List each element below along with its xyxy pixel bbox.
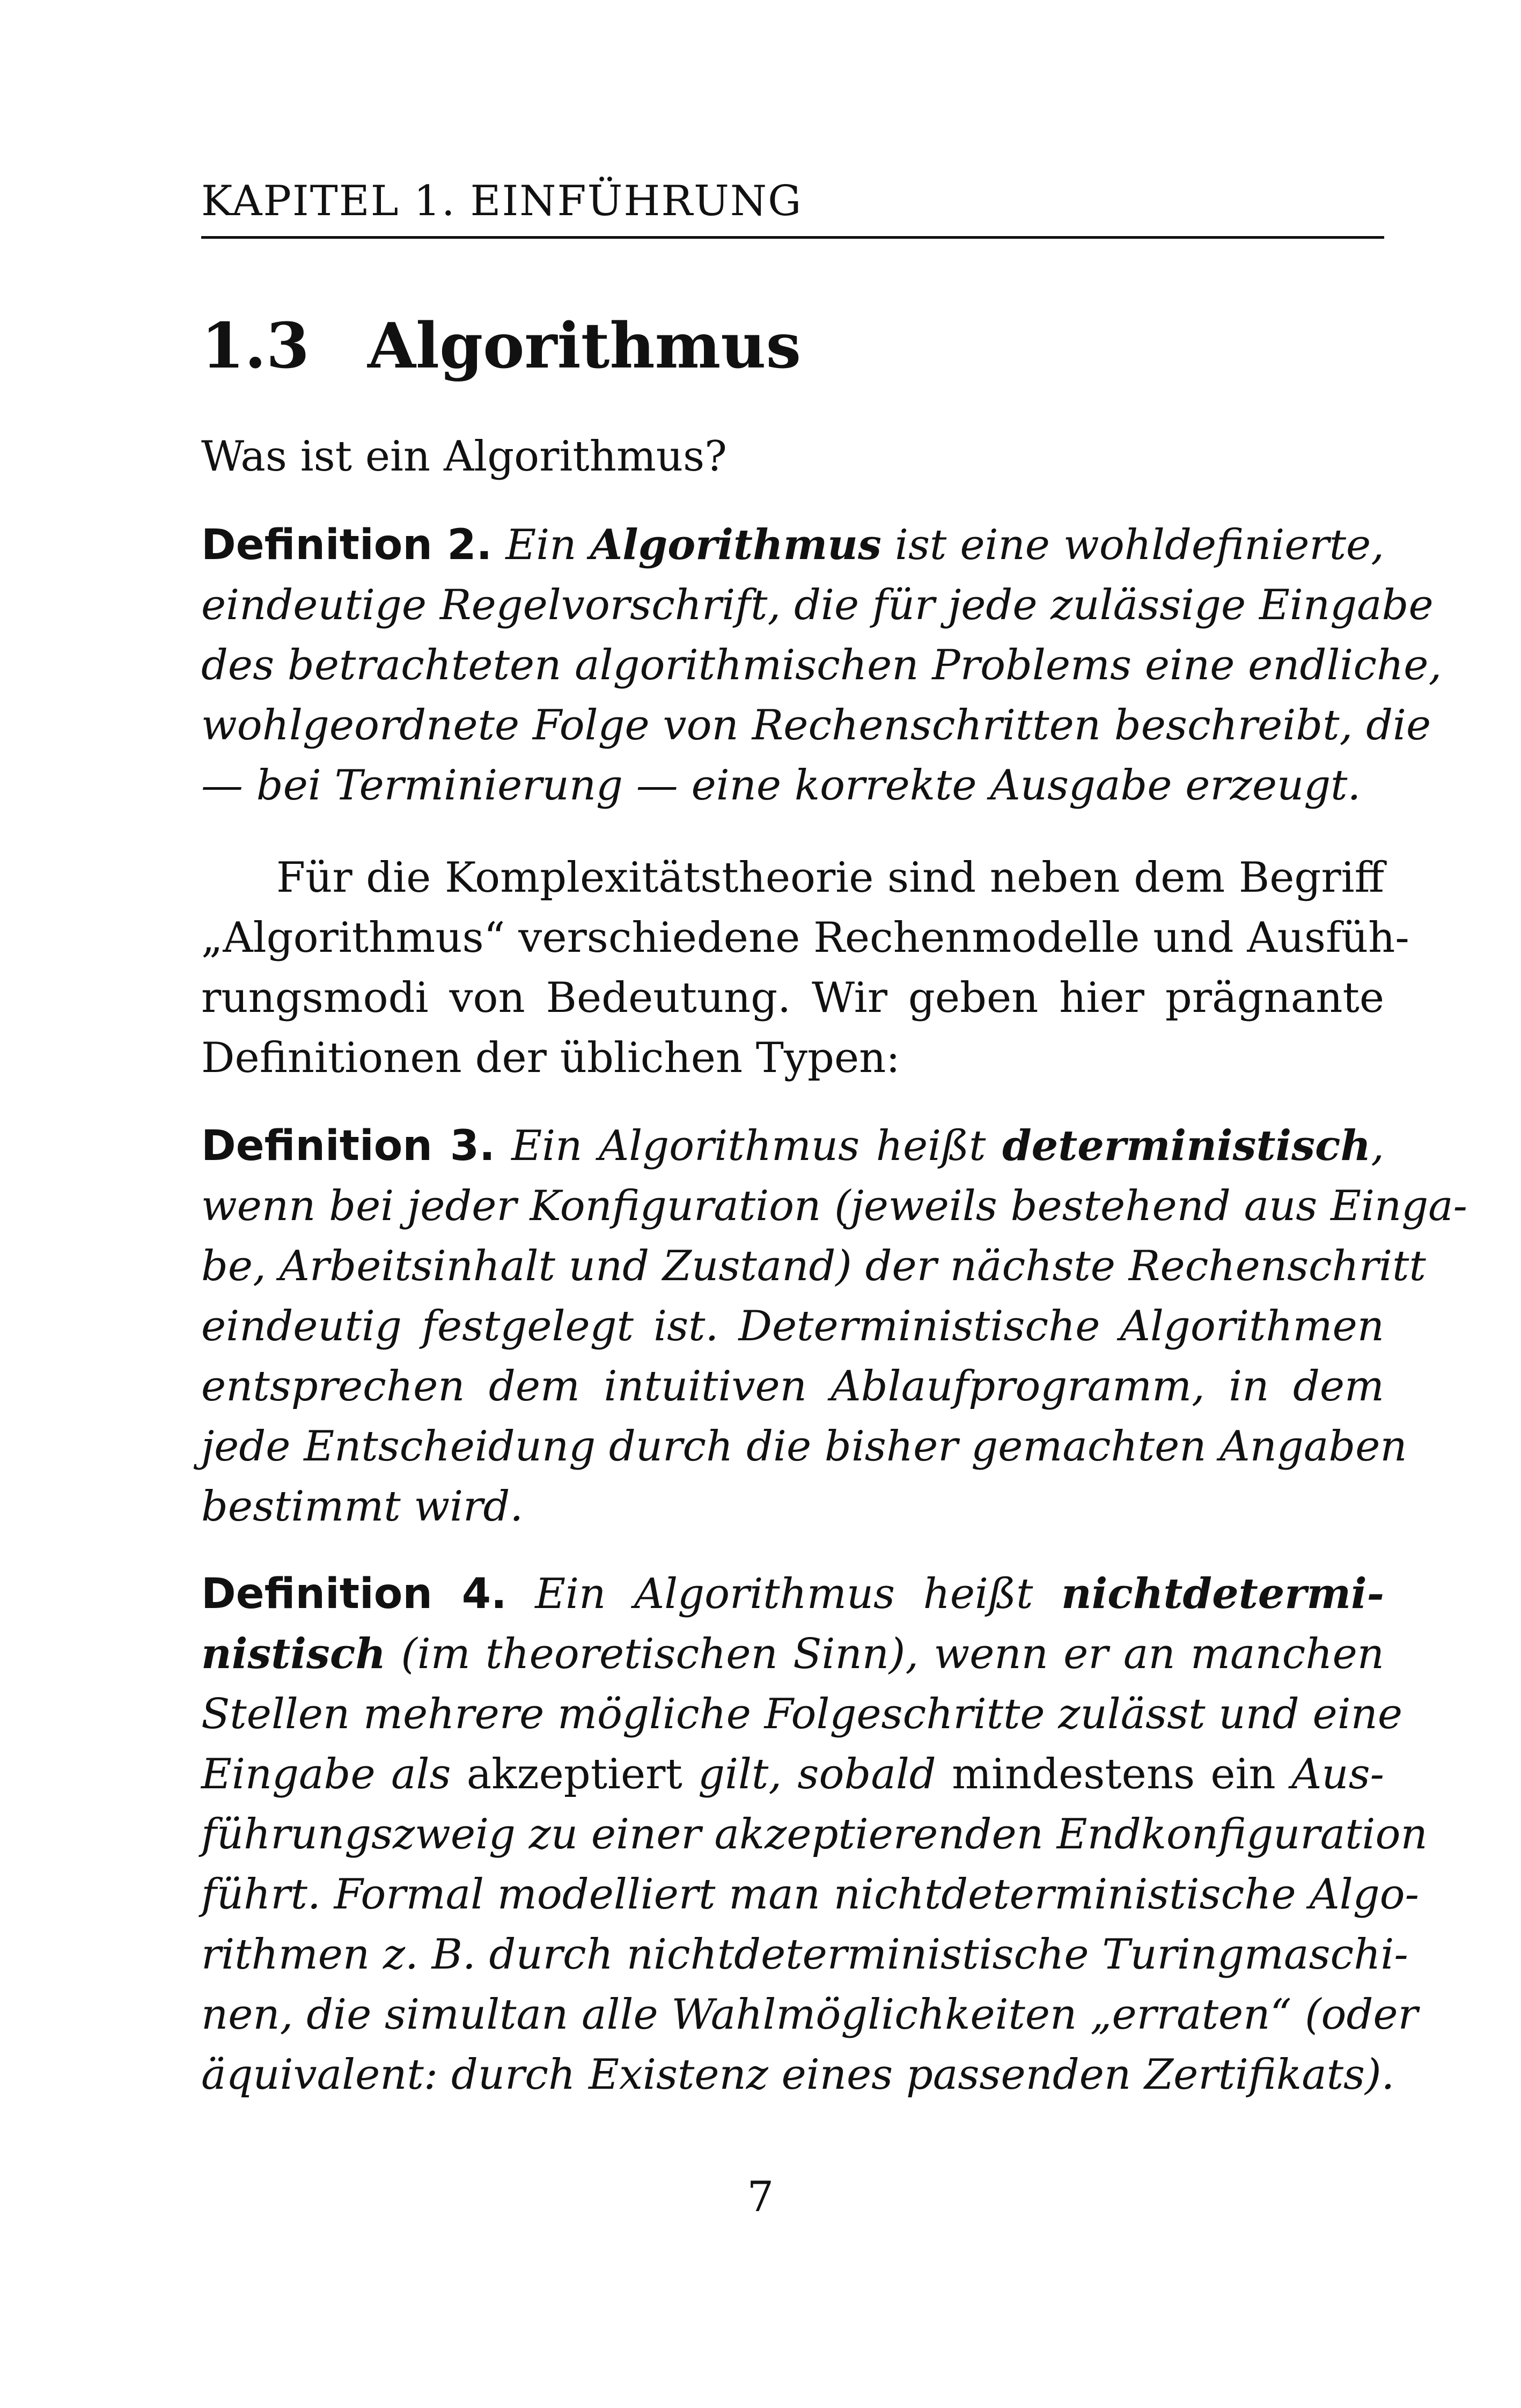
def2-line-2: eindeutige Regelvorschrift, die für jede zulässige Eingabe [201, 581, 1434, 629]
def3-term: deterministisch [1002, 1121, 1371, 1170]
para-line-2: „Algorithmus“ verschiedene Rechenmodelle und Ausfüh- [201, 914, 1409, 962]
def2-label: Definition 2. [201, 521, 493, 569]
intro-paragraph [201, 427, 1384, 487]
section-title: Algorithmus [368, 310, 802, 383]
def4-line-3: Stellen mehrere mögliche Folgeschritte zulässt und eine [201, 1690, 1403, 1738]
def3-line-3: be, Arbeitsinhalt und Zustand) der nächste Rechenschritt [201, 1242, 1426, 1290]
def3-line-1: Definition 3. Ein Algorithmus heißt deterministisch, [201, 1121, 1385, 1170]
para-line-4: Definitionen der üblichen Typen: [201, 1034, 900, 1082]
def2-line-4: wohlgeordnete Folge von Rechenschritten beschreibt, die [201, 701, 1431, 750]
def4-line-4: Eingabe als akzeptiert gilt, sobald mindestens ein Aus- [201, 1750, 1385, 1798]
para-line-3: rungsmodi von Bedeutung. Wir geben hier prägnante [201, 974, 1384, 1022]
running-head-text: KAPITEL 1. EINFÜHRUNG [201, 177, 803, 225]
def4-term: nichtdetermi- [1061, 1569, 1384, 1618]
running-head [201, 174, 1384, 239]
definition-2 [201, 515, 1442, 816]
section-number: 1.3 [201, 310, 310, 383]
definition-4 [201, 1564, 1428, 2105]
def3-line-6: jede Entscheidung durch die bisher gemachten Angaben [201, 1422, 1407, 1471]
body-paragraph [201, 848, 1409, 1088]
def3-line-5: entsprechen dem intuitiven Ablaufprogramm, in dem [201, 1362, 1384, 1411]
page-number: 7 [747, 2173, 774, 2221]
def4-line-2: nistisch (im theoretischen Sinn), wenn er an manchen [201, 1629, 1384, 1678]
def2-line-5: — bei Terminierung — eine korrekte Ausgabe erzeugt. [201, 761, 1361, 810]
def4-line-5: führungszweig zu einer akzeptierenden Endkonfiguration [201, 1810, 1428, 1859]
def2-line-3: des betrachteten algorithmischen Problems eine endliche, [201, 641, 1442, 689]
intro-question: Was ist ein Algorithmus? [201, 432, 727, 481]
definition-3 [201, 1116, 1468, 1537]
section-heading [201, 309, 801, 384]
def4-line-9: äquivalent: durch Existenz eines passenden Zertifikats). [201, 2051, 1395, 2099]
def4-label: Definition 4. [201, 1570, 507, 1618]
def4-line-8: nen, die simultan alle Wahlmöglichkeiten „erraten“ (oder [201, 1991, 1418, 2039]
def2-term: Algorithmus [590, 520, 881, 569]
def2-line-1: Definition 2. Ein Algorithmus ist eine wohldefinierte, [201, 520, 1385, 569]
def4-line-1: Definition 4. Ein Algorithmus heißt nichtdetermi- [201, 1569, 1384, 1618]
def4-line-6: führt. Formal modelliert man nichtdeterministische Algo- [201, 1870, 1419, 1919]
def4-line-7: rithmen z. B. durch nichtdeterministische Turingmaschi- [201, 1930, 1408, 1979]
def3-line-2: wenn bei jeder Konfiguration (jeweils bestehend aus Einga- [201, 1182, 1468, 1230]
def3-line-7: bestimmt wird. [201, 1482, 524, 1531]
def3-line-4: eindeutig festgelegt ist. Deterministische Algorithmen [201, 1302, 1384, 1350]
para-line-1: Für die Komplexitätstheorie sind neben dem Begriff [276, 854, 1384, 902]
def3-label: Definition 3. [201, 1122, 495, 1170]
